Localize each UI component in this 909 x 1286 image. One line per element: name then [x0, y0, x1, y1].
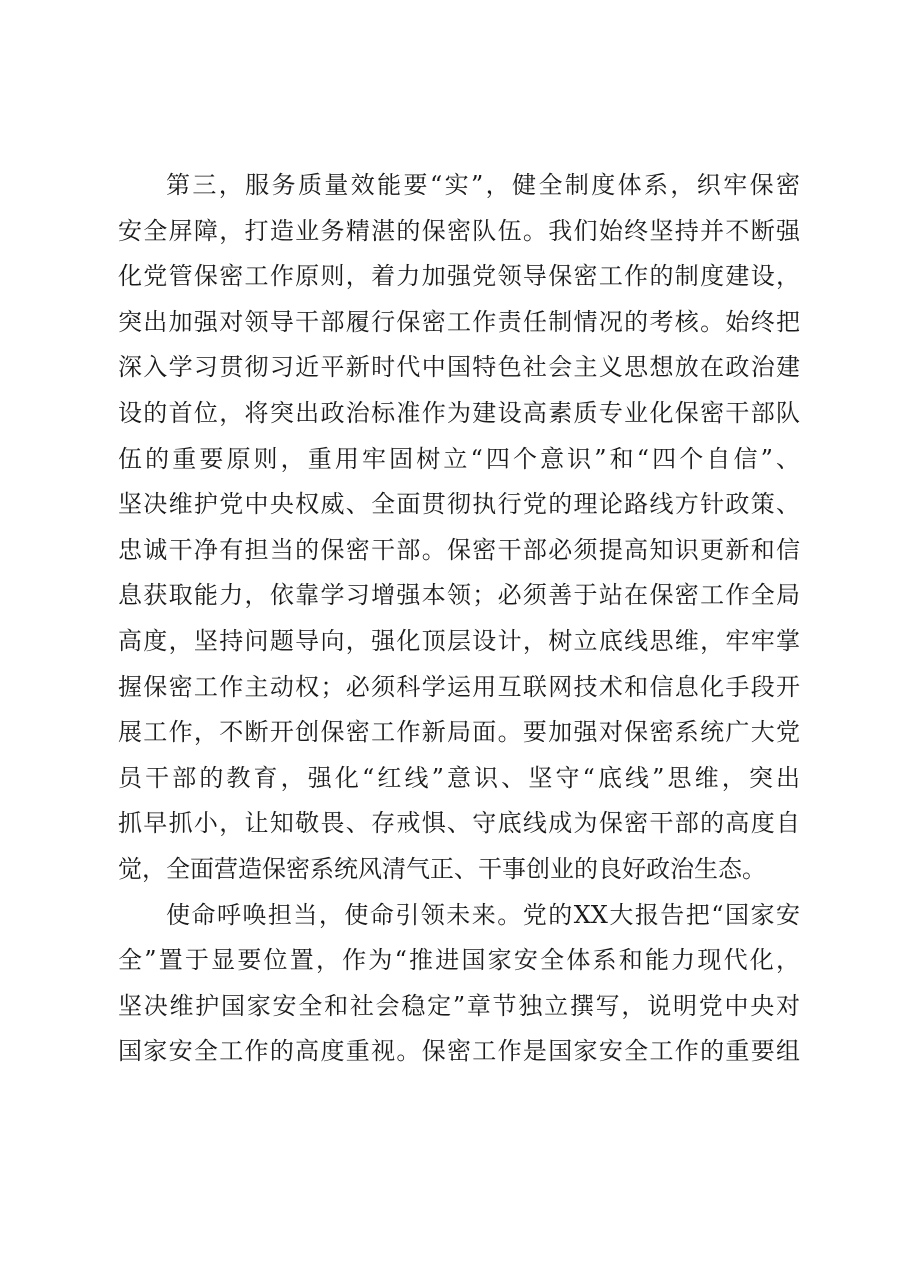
- paragraph-1-line-10: 息获取能力，依靠学习增强本领；必须善于站在保密工作全局: [118, 581, 800, 610]
- paragraph-1-line-8: 坚决维护党中央权威、全面贯彻执行党的理论路线方针政策、: [118, 490, 800, 519]
- paragraph-2-line-4: 国家安全工作的高度重视。保密工作是国家安全工作的重要组: [118, 1037, 800, 1066]
- paragraph-1-line-6: 设的首位，将突出政治标准作为建设高素质专业化保密干部队: [118, 398, 800, 427]
- paragraph-1-line-15: 抓早抓小，让知敬畏、存戒惧、守底线成为保密干部的高度自: [118, 809, 800, 838]
- paragraph-1-line-12: 握保密工作主动权；必须科学运用互联网技术和信息化手段开: [118, 672, 800, 701]
- paragraph-1-line-1: 第三，服务质量效能要“实”，健全制度体系，织牢保密: [166, 171, 800, 199]
- paragraph-2-line-3: 坚决维护国家安全和社会稳定”章节独立撰写，说明党中央对: [118, 991, 800, 1020]
- paragraph-2-line-2: 全”置于显要位置，作为“推进国家安全体系和能力现代化，: [118, 946, 800, 975]
- paragraph-1-line-3: 化党管保密工作原则，着力加强党领导保密工作的制度建设，: [118, 262, 800, 291]
- paragraph-1-line-14: 员干部的教育，强化“红线”意识、坚守“底线”思维，突出: [118, 763, 800, 792]
- document-body: [118, 163, 800, 1075]
- paragraph-1-line-5: 深入学习贯彻习近平新时代中国特色社会主义思想放在政治建: [118, 353, 800, 382]
- paragraph-1-line-13: 展工作，不断开创保密工作新局面。要加强对保密系统广大党: [118, 718, 800, 747]
- paragraph-1-line-7: 伍的重要原则，重用牢固树立“四个意识”和“四个自信”、: [118, 444, 800, 473]
- paragraph-1-line-4: 突出加强对领导干部履行保密工作责任制情况的考核。始终把: [118, 307, 800, 336]
- paragraph-2-line-1: 使命呼唤担当，使命引领未来。党的XX大报告把“国家安: [166, 900, 800, 929]
- paragraph-1-line-11: 高度，坚持问题导向，强化顶层设计，树立底线思维，牢牢掌: [118, 626, 800, 655]
- paragraph-1-line-9: 忠诚干净有担当的保密干部。保密干部必须提高知识更新和信: [118, 535, 800, 564]
- paragraph-1-line-2: 安全屏障，打造业务精湛的保密队伍。我们始终坚持并不断强: [118, 216, 800, 245]
- paragraph-1-line-16: 觉，全面营造保密系统风清气正、干事创业的良好政治生态。: [118, 854, 766, 883]
